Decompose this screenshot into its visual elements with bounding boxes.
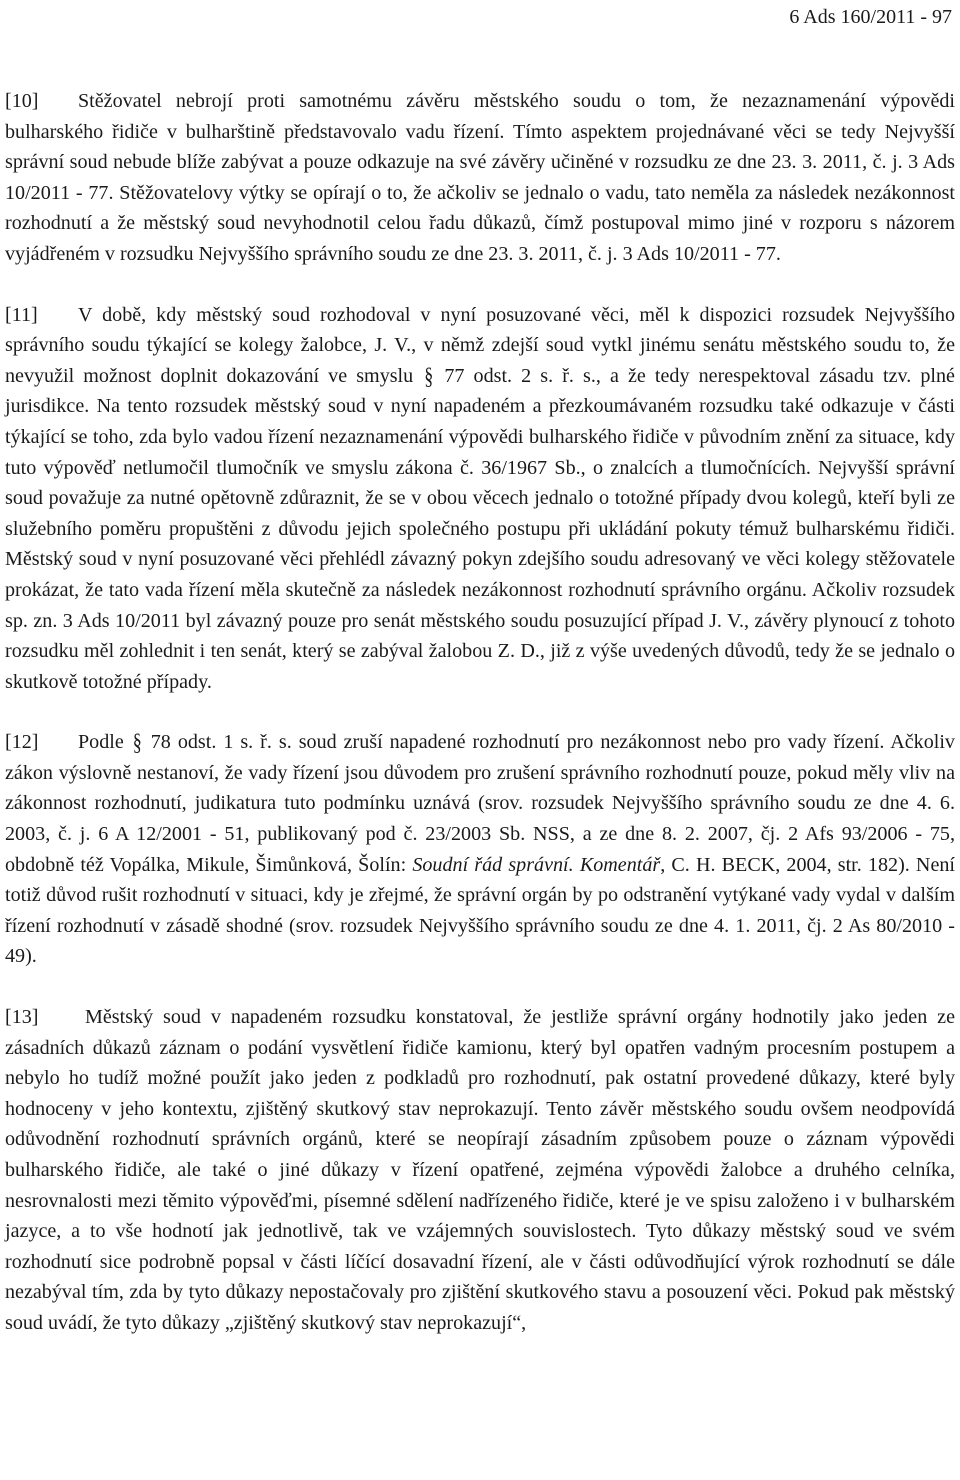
paragraph-11: [5, 300, 955, 698]
paragraph-text-part-3: , C. H. BECK, 2004, str. 182). Není totiž důvod rušit rozhodnutí v situaci, kdy je zřejmé, že správní orgán by po odstranění vytýkané vady vydal v dalším řízení rozhodnutí v zásadě shodné (srov. rozsudek Nejvyššího správního soudu ze dne 4. 1. 2011, čj. 2 As 80/2010 - 49).: [5, 853, 955, 968]
paragraph-text-part-1: V době, kdy městský soud rozhodoval v nyní posuzované věci, měl k dispozici rozsudek Nejvyššího správního soudu týkající se kolegy žalobce, J. V., v němž zdejší soud vytkl jinému senátu městského soudu to, že nevyužil možnost doplnit dokazování ve smyslu: [5, 303, 955, 387]
paragraph-12: [5, 727, 955, 972]
paragraph-text-part-2: 77 odst. 2 s. ř. s., a že tedy nerespektoval zásadu tzv. plné jurisdikce. Na tento rozsudek městský soud v nyní napadeném a přezkoumávaném rozsudku také odkazuje v části týkající se toho, zda bylo vadou řízení nezaznamenání výpovědi bulharského řidiče v původním znění za situace, kdy tuto výpověď netlumočil tlumočník ve smyslu zákona č. 36/1967 Sb., o znalcích a tlumočnících. Nejvyšší správní soud považuje za nutné opětovně zdůraznit, že se v obou věcech jednalo o totožné případy dvou kolegů, kteří byli ze služebního poměru propuštěni z důvodu jejich společného postupu při ukládání pokuty témuž bulharskému řidiči. Městský soud v nyní posuzované věci přehlédl závazný pokyn zdejšího soudu adresovaný ve věci kolegy stěžovatele prokázat, že tato vada řízení měla skutečně za následek nezákonnost rozhodnutí správního orgánu. Ačkoliv rozsudek sp. zn. 3 Ads 10/2011 byl závazný pouze pro senát městského soudu posuzující případ J. V., závěry plynoucí z tohoto rozsudku měl zohlednit i ten senát, který se zabýval žalobou Z. D., již z výše uvedených důvodů, tedy že se jednalo o skutkově totožné případy.: [5, 364, 955, 693]
paragraph-number: [12]: [5, 731, 39, 754]
section-sign-icon: §: [424, 362, 434, 390]
paragraph-13: [5, 1002, 955, 1339]
paragraph-number: [13]: [5, 1006, 39, 1029]
paragraph-number: [11]: [5, 303, 38, 326]
book-title: Soudní řád správní. Komentář: [412, 853, 661, 876]
paragraph-text: Městský soud v napadeném rozsudku konstatoval, že jestliže správní orgány hodnotily jako jeden ze zásadních důkazů záznam o podání vysvětlení řidiče kamionu, který byl opatřen vadným procesním postupem a nebylo ho tudíž možné použít jako jeden z podkladů pro rozhodnutí, pak ostatní provedené důkazy, které byly hodnoceny v jeho kontextu, zjištěný skutkový stav neprokazují. Tento závěr městského soudu ovšem neodpovídá odůvodnění rozhodnutí správních orgánů, které se neopírají zásadním způsobem pouze o záznam výpovědi bulharského řidiče, ale také o jiné důkazy v řízení opatřené, zejména výpovědi žalobce a druhého celníka, nesrovnalosti mezi těmito výpověďmi, písemné sdělení nadřízeného řidiče, které je ve spisu založeno i v bulharském jazyce, a to vše hodnotí jak jednotlivě, tak ve vzájemných souvislostech. Tyto důkazy městský soud ve svém rozhodnutí sice podrobně popsal v části líčící dosavadní řízení, ale v části odůvodňující výrok rozhodnutí se dále nezabýval tím, zda by tyto důkazy nepostačovaly pro zjištění skutkového stavu a posouzení věci. Pokud pak městský soud uvádí, že tyto důkazy „zjištěný skutkový stav neprokazují“,: [5, 1006, 955, 1334]
section-sign-icon: §: [132, 728, 142, 756]
paragraph-10: [5, 86, 955, 270]
paragraph-number: [10]: [5, 90, 39, 112]
case-reference-header: 6 Ads 160/2011 - 97: [789, 6, 952, 28]
paragraph-text-part-2: 78 odst. 1 s. ř. s. soud zruší napadené rozhodnutí pro nezákonnost nebo pro vady řízení. Ačkoliv zákon výslovně nestanoví, že vady řízení jsou důvodem pro zrušení správního rozhodnutí pouze, pokud měly vliv na zákonnost rozhodnutí, judikatura tuto podmínku uznává (srov. rozsudek Nejvyššího správního soudu ze dne 4. 6. 2003, č. j. 6 A 12/2001 - 51, publikovaný pod č. 23/2003 Sb. NSS, a ze dne 8. 2. 2007, čj. 2 Afs 93/2006 - 75, obdobně též Vopálka, Mikule, Šimůnková, Šolín:: [5, 731, 955, 876]
document-body: [5, 86, 955, 1369]
paragraph-text: Stěžovatel nebrojí proti samotnému závěru městského soudu o tom, že nezaznamenání výpovědi bulharského řidiče v bulharštině představovalo vadu řízení. Tímto aspektem projednávané věci se tedy Nejvyšší správní soud nebude blíže zabývat a pouze odkazuje na své závěry učiněné v rozsudku ze dne 23. 3. 2011, č. j. 3 Ads 10/2011 - 77. Stěžovatelovy výtky se opírají o to, že ačkoliv se jednalo o vadu, tato neměla za následek nezákonnost rozhodnutí a že městský soud nevyhodnotil celou řadu důkazů, čímž postupoval mimo jiné v rozporu s názorem vyjádřeném v rozsudku Nejvyššího správního soudu ze dne 23. 3. 2011, č. j. 3 Ads 10/2011 - 77.: [5, 90, 955, 265]
paragraph-text-part-1: Podle: [78, 731, 124, 754]
